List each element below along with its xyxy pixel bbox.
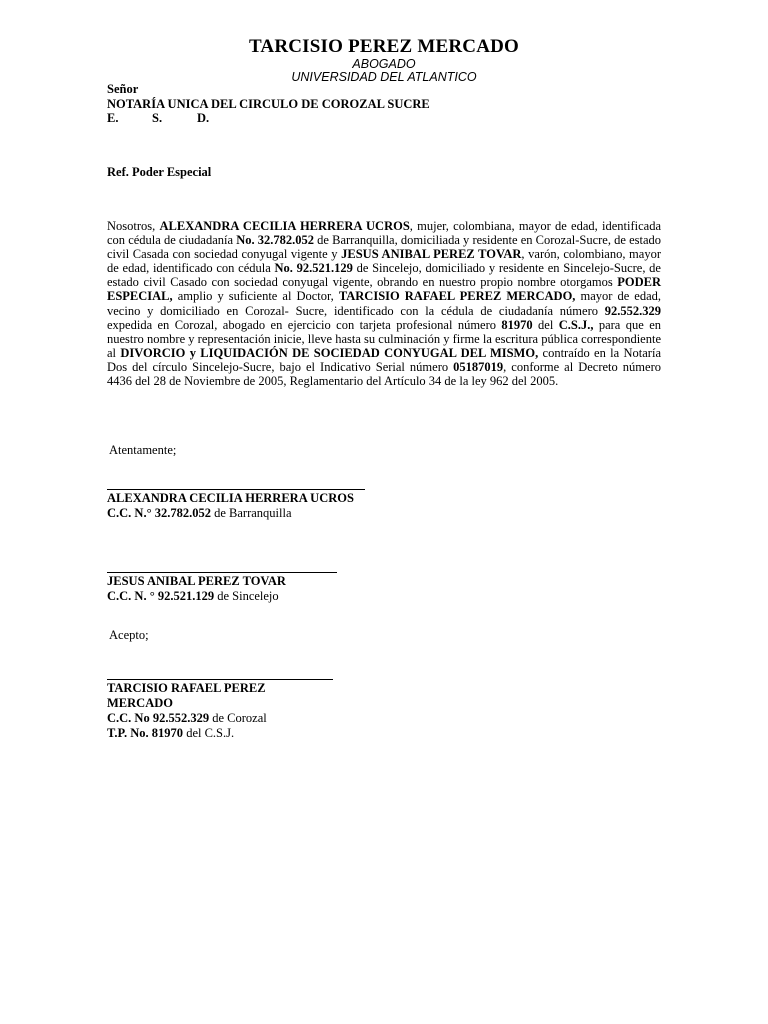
signer-3-id-number: C.C. No 92.552.329 [107,711,210,725]
signer-1-id [107,506,365,521]
body-text-run: , mujer, colombiana, mayor de edad, identificada con cédula de ciudadanía [107,219,661,248]
esd-line [107,111,430,126]
signature-block-3 [107,679,333,741]
body-text-run: mayor de edad, vecino y domiciliado en Corozal- Sucre, identificado con la cédula de ciudadanía número [107,289,662,318]
body-text-run: de Sincelejo, domiciliado y residente en Sincelejo-Sucre, de estado civil Casado con sociedad conyugal vigente, obrando en nuestro propio nombre otorgamos [107,261,661,290]
letterhead-name: TARCISIO PEREZ MERCADO [248,36,520,57]
signer-2-name: JESUS ANIBAL PEREZ TOVAR [107,574,286,588]
esd-s: S. [152,111,163,125]
signature-line [107,489,365,490]
signer-2-id-number: C.C. N. ° 92.521.129 [107,589,215,603]
body-paragraph [107,219,661,388]
serial-number: 05187019 [453,359,504,374]
letterhead-title: ABOGADO [352,57,416,71]
signature-line [107,679,333,680]
body-text-run: amplio y suficiente al Doctor, [172,289,339,304]
body-text-run: , varón, colombiano, mayor de edad, identificado con cédula [107,247,661,276]
signer-1-id-number: C.C. N.° 32.782.052 [107,506,211,520]
esd-e: E. [107,111,119,125]
attorney-id: 92.552.329 [604,303,661,318]
attorney-name: TARCISIO RAFAEL PEREZ MERCADO, [338,289,576,304]
signer-3-card-issuer: del C.S.J. [183,726,235,740]
body-text-run: Nosotros, [107,219,160,233]
attorney-card-number: 81970 [501,317,533,332]
signer-3-id [107,711,333,726]
reference-line: Ref. Poder Especial [107,165,212,179]
esd-d: D. [197,111,210,125]
body-text-run: para que en nuestro nombre y representación inicie, lleve hasta su culminación y firme la escritura pública correspondiente al [107,317,661,360]
signature-line [107,572,337,573]
closing-text: Atentamente; [109,443,177,457]
grantor-2-id: No. 92.521.129 [274,261,353,276]
grantor-2-name: JESUS ANIBAL PEREZ TOVAR [341,247,522,262]
signer-2-id-place: de Sincelejo [214,589,279,603]
notary-office: NOTARÍA UNICA DEL CIRCULO DE COROZAL SUCRE [107,96,430,111]
grantor-1-name: ALEXANDRA CECILIA HERRERA UCROS [159,219,410,233]
signer-3-name: TARCISIO RAFAEL PEREZ MERCADO [107,681,266,710]
salutation: Señor [107,82,139,96]
letterhead [0,36,768,84]
letterhead-university: UNIVERSIDAD DEL ATLANTICO [291,70,477,84]
body-text-run: del [532,317,559,332]
signer-3-card [107,726,333,741]
body-text-run: de Barranquilla, domiciliada y residente en Corozal-Sucre, de estado civil Casada con sociedad conyugal vigente y [107,233,662,262]
signer-1-id-place: de Barranquilla [210,506,292,520]
csj-abbrev: C.S.J., [558,317,594,332]
power-type: PODER ESPECIAL, [107,275,661,304]
signature-block-2 [107,572,337,604]
grantor-1-id: No. 32.782.052 [236,233,315,248]
signer-1-name: ALEXANDRA CECILIA HERRERA UCROS [107,491,354,505]
divorce-clause: DIVORCIO y LIQUIDACIÓN DE SOCIEDAD CONYUGAL DEL MISMO, [120,345,539,360]
body-text-run: , conforme al Decreto número 4436 del 28 de Noviembre de 2005, Reglamentario del Artículo 34 de la ley 962 del 2005. [107,359,661,389]
signer-2-id [107,589,337,604]
signer-3-card-number: T.P. No. 81970 [107,726,184,740]
signer-3-id-place: de Corozal [209,711,267,725]
body-text-run: contraído en la Notaría Dos del círculo Sincelejo-Sucre, bajo el Indicativo Serial número [107,345,661,374]
acceptance-text: Acepto; [109,628,149,642]
signature-block-1 [107,489,365,521]
body-text-run: expedida en Corozal, abogado en ejercicio con tarjeta profesional número [107,317,502,332]
addressee-block [107,82,430,126]
